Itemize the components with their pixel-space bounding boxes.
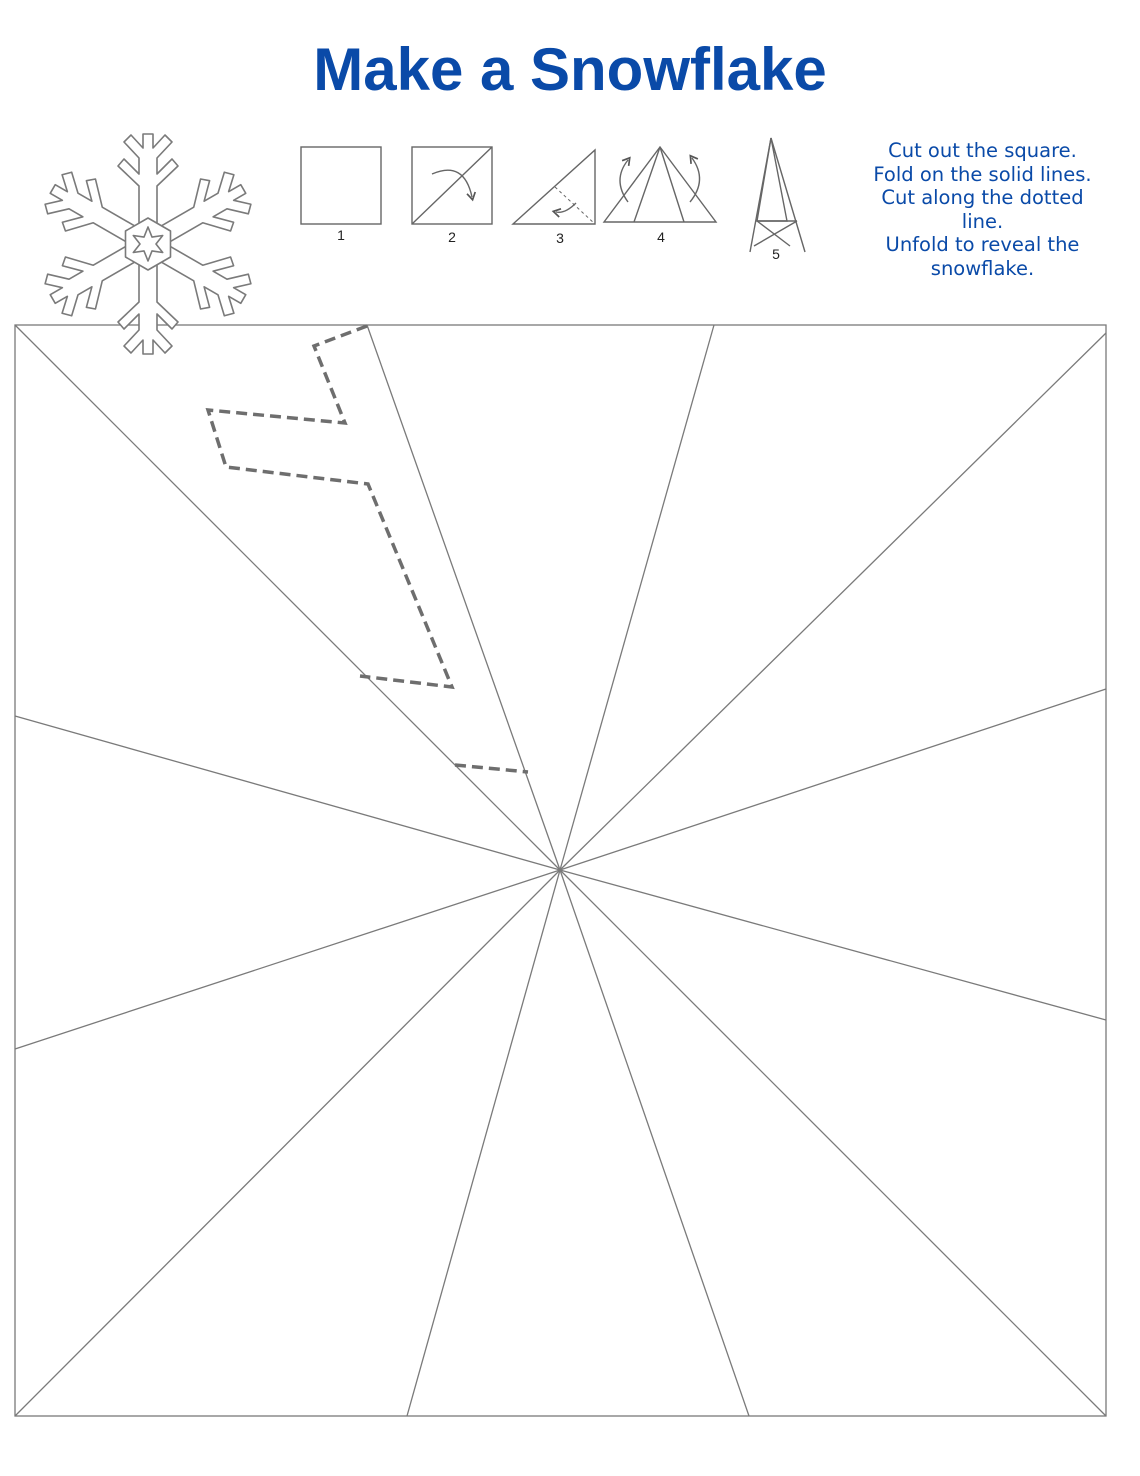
step-2-diagram (412, 147, 492, 224)
fold-arrow-right-icon (690, 158, 700, 202)
instruction-fold-lines: Fold on the solid lines. (873, 162, 1092, 186)
fold-line (15, 716, 560, 870)
page-title: Make a Snowflake (313, 36, 827, 103)
fold-line (15, 325, 560, 870)
step-5-diagram (750, 138, 805, 252)
cut-line-center (455, 765, 528, 772)
fold-line (560, 870, 1106, 1416)
instruction-cut-dotted: Cut along the dotted line. (881, 186, 1084, 233)
instruction-cut-square: Cut out the square. (888, 139, 1077, 162)
cut-line-main (208, 326, 452, 687)
step-1-diagram (301, 147, 381, 224)
step-2-label: 2 (448, 229, 456, 245)
fold-line (15, 870, 560, 1049)
fold-line (560, 689, 1106, 870)
step-3-diagram (513, 150, 595, 224)
fold-line (560, 333, 1106, 870)
fold-line (560, 870, 1106, 1020)
fold-arrow-icon (556, 203, 576, 212)
fold-line (367, 325, 560, 870)
snowflake-arm (118, 134, 178, 224)
cut-line-dotted (208, 326, 528, 772)
fold-arrow-icon (432, 170, 472, 197)
fold-arrow-left-icon (620, 160, 628, 202)
fold-line (407, 870, 560, 1416)
step-4-diagram (604, 147, 716, 222)
snowflake-icon (38, 134, 259, 354)
step-3-label: 3 (556, 230, 564, 246)
step-4-label: 4 (657, 229, 665, 245)
fold-line (560, 870, 749, 1416)
step-1-label: 1 (337, 227, 345, 243)
step-5-label: 5 (772, 246, 780, 262)
fold-lines (15, 325, 1106, 1416)
instruction-unfold: Unfold to reveal the snowflake. (885, 233, 1080, 280)
fold-line (15, 870, 560, 1416)
fold-line (560, 325, 714, 870)
snowflake-arm (118, 264, 178, 354)
